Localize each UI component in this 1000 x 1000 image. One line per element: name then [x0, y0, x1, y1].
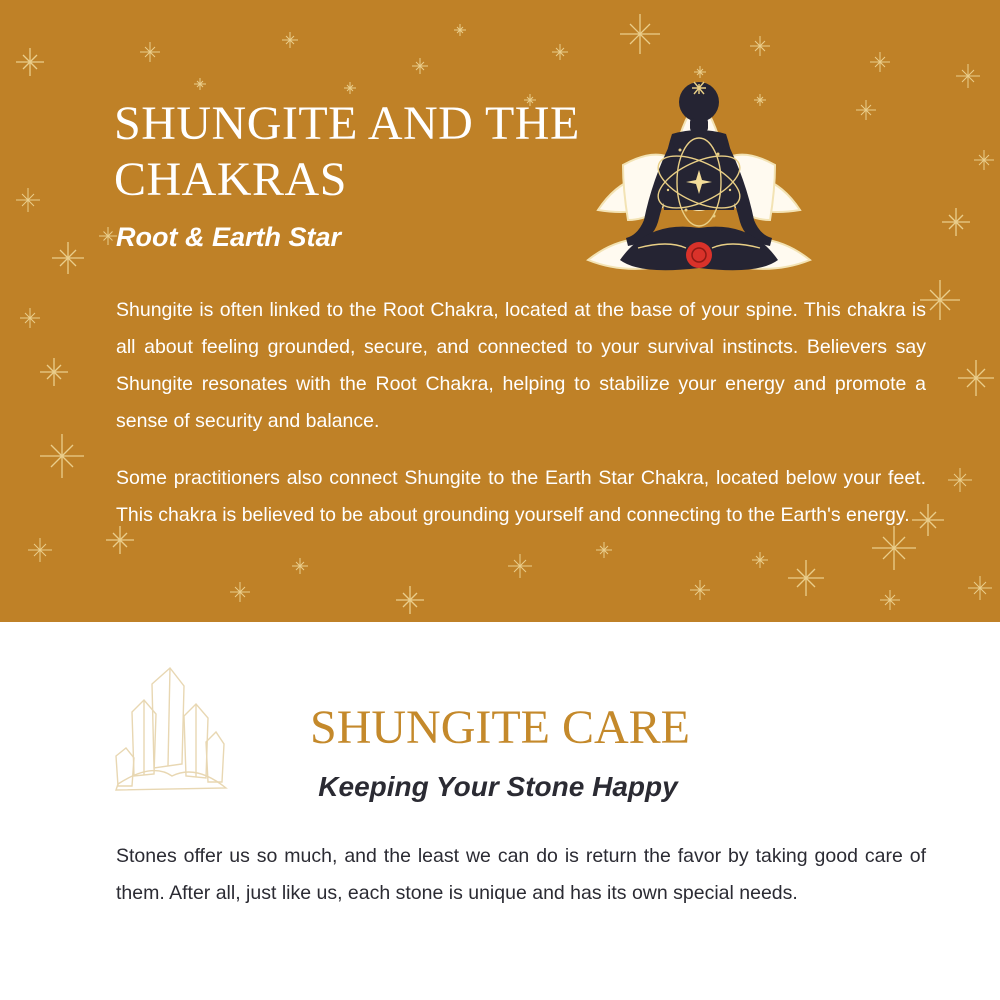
- sparkle-star-icon: [140, 42, 160, 62]
- sparkle-star-icon: [40, 358, 68, 386]
- care-title: SHUNGITE CARE: [310, 701, 690, 754]
- care-section: [0, 622, 1000, 1000]
- chakras-subtitle: Root & Earth Star: [116, 222, 342, 252]
- sparkle-star-icon: [596, 542, 612, 558]
- sparkle-star-icon: [16, 188, 40, 212]
- sparkle-star-icon: [942, 208, 970, 236]
- sparkle-star-icon: [292, 558, 308, 574]
- chakras-paragraph-root: Shungite is often linked to the Root Chakra, located at the base of your spine. This chakra is all about feeling grounded, secure, and connected to your survival instincts. Believers say Shungite resonates with the Root Chakra, helping to stabilize your energy and promote a sense of security and balance.: [116, 299, 926, 432]
- sparkle-star-icon: [880, 590, 900, 610]
- sparkle-star-icon: [194, 78, 206, 90]
- care-subtitle: Keeping Your Stone Happy: [318, 771, 678, 802]
- sparkle-star-icon: [752, 552, 768, 568]
- sparkle-star-icon: [974, 150, 994, 170]
- sparkle-star-icon: [40, 434, 84, 478]
- sparkle-star-icon: [968, 576, 992, 600]
- sparkle-star-icon: [282, 32, 298, 48]
- sparkle-star-icon: [454, 24, 466, 36]
- sparkle-star-icon: [28, 538, 52, 562]
- sparkle-star-icon: [958, 360, 994, 396]
- sparkle-star-icon: [690, 580, 710, 600]
- sparkle-star-icon: [620, 14, 660, 54]
- sparkle-star-icon: [344, 82, 356, 94]
- sparkle-star-icon: [52, 242, 84, 274]
- sparkle-star-icon: [920, 280, 960, 320]
- sparkle-star-icon: [230, 582, 250, 602]
- care-paragraph: Stones offer us so much, and the least we can do is return the favor by taking good care of them. After all, just like us, each stone is unique and has its own special needs.: [116, 845, 926, 904]
- chakras-title: SHUNGITE AND THE CHAKRAS: [114, 97, 580, 206]
- sparkle-star-icon: [870, 52, 890, 72]
- sparkle-star-icon: [956, 64, 980, 88]
- sparkle-star-icon: [948, 468, 972, 492]
- sparkle-star-icon: [20, 308, 40, 328]
- sparkle-star-icon: [412, 58, 428, 74]
- sparkle-star-icon: [750, 36, 770, 56]
- sparkle-star-icon: [396, 586, 424, 614]
- meditating-figure-lotus-icon: [568, 70, 830, 282]
- sparkle-star-icon: [508, 554, 532, 578]
- sparkle-star-icon: [552, 44, 568, 60]
- sparkle-star-icon: [788, 560, 824, 596]
- chakras-paragraph-earth-star: Some practitioners also connect Shungite to the Earth Star Chakra, located below your feet. This chakra is believed to be about grounding yourself and connecting to the Earth's energy.: [116, 467, 926, 526]
- sparkle-star-icon: [16, 48, 44, 76]
- sparkle-star-icon: [99, 227, 117, 245]
- sparkle-star-icon: [856, 100, 876, 120]
